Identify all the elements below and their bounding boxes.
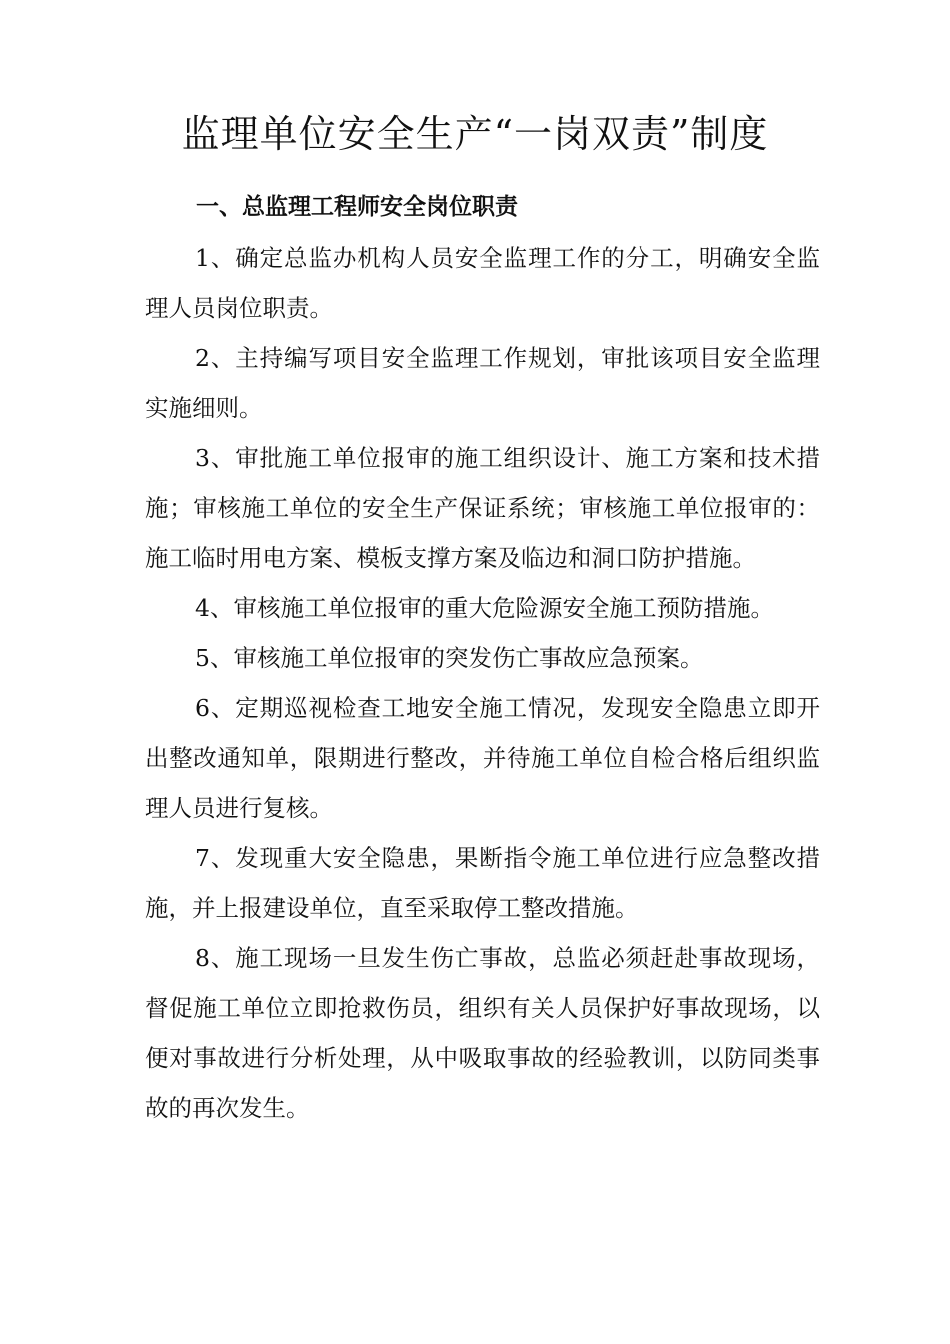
clause-3: 3、审批施工单位报审的施工组织设计、施工方案和技术措施；审核施工单位的安全生产保证系统；审核施工单位报审的：施工临时用电方案、模板支撑方案及临边和洞口防护措施。 <box>145 444 820 572</box>
document-title: 监理单位安全生产“一岗双责”制度 <box>181 112 769 156</box>
clause-8: 8、施工现场一旦发生伤亡事故，总监必须赶赴事故现场，督促施工单位立即抢救伤员，组织有关人员保护好事故现场，以便对事故进行分析处理，从中吸取事故的经验教训，以防同类事故的再次发生。 <box>145 944 820 1122</box>
clause-6: 6、定期巡视检查工地安全施工情况，发现安全隐患立即开出整改通知单，限期进行整改，并待施工单位自检合格后组织监理人员进行复核。 <box>145 694 820 822</box>
section-heading: 一、总监理工程师安全岗位职责 <box>196 194 518 220</box>
clause-1: 1、确定总监办机构人员安全监理工作的分工，明确安全监理人员岗位职责。 <box>145 244 820 322</box>
clause-4: 4、审核施工单位报审的重大危险源安全施工预防措施。 <box>195 594 774 622</box>
clause-5: 5、审核施工单位报审的突发伤亡事故应急预案。 <box>195 644 704 672</box>
section-body <box>145 233 820 1133</box>
clause-2: 2、主持编写项目安全监理工作规划，审批该项目安全监理实施细则。 <box>145 344 820 422</box>
clause-7: 7、发现重大安全隐患，果断指令施工单位进行应急整改措施，并上报建设单位，直至采取停工整改措施。 <box>145 844 820 922</box>
